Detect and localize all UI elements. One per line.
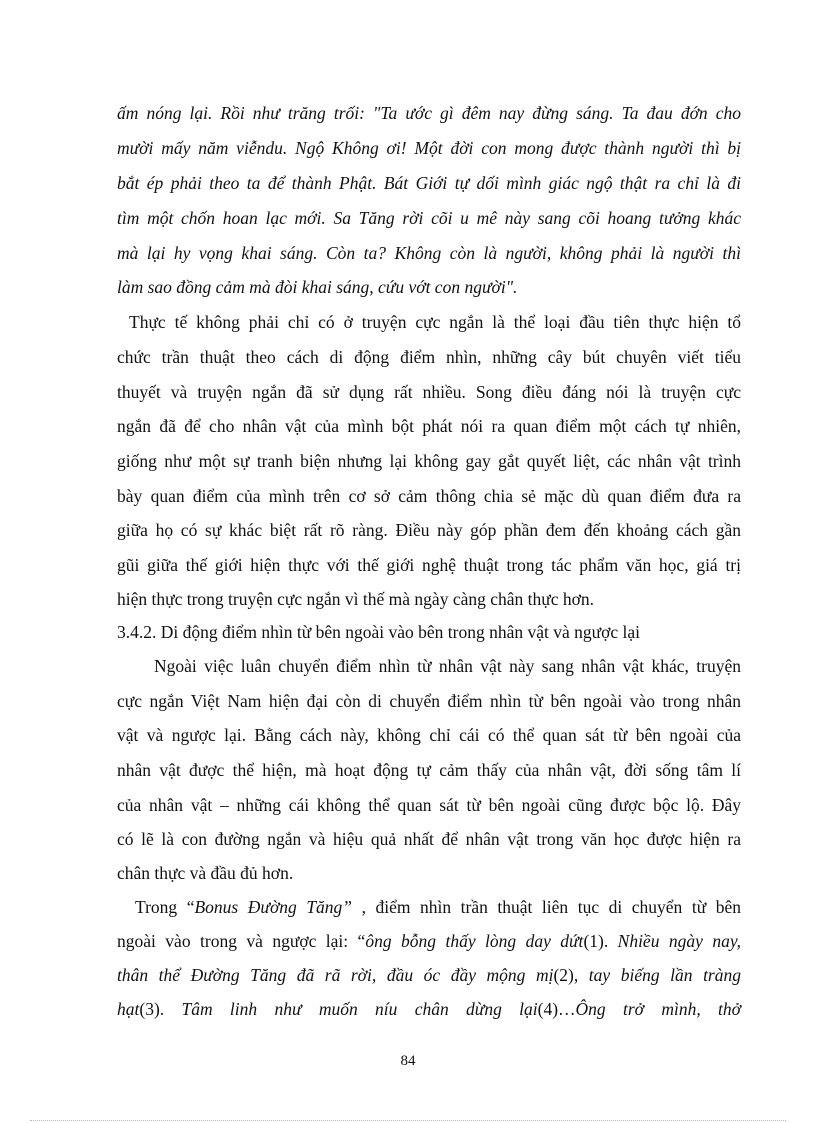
paragraph2-line-4: nhân vật được thể hiện, mà hoạt động tự cảm thấy của nhân vật, đời sống tâm lí (117, 760, 741, 780)
p3-l2-italic-2: Nhiều ngày nay, (608, 931, 742, 951)
quote-line-4: tìm một chốn hoan lạc mới. Sa Tăng rời cõi u mê này sang cõi hoang tưởng khác (117, 208, 741, 228)
paragraph1-line-7: giữa họ có sự khác biệt rất rõ ràng. Điều này góp phần đem đến khoảng cách gần (117, 520, 741, 540)
paragraph2-line-2: cực ngắn Việt Nam hiện đại còn di chuyển điểm nhìn từ bên ngoài vào trong nhân (117, 691, 741, 711)
p3-l1-pre: Trong “ (135, 897, 195, 917)
quote-line-3: bắt ép phải theo ta để thành Phật. Bát Giới tự dối mình giác ngộ thật ra chỉ là đi (117, 173, 741, 193)
paragraph3-line-1 (135, 895, 741, 919)
paragraph1-line-8: gũi giữa thế giới hiện thực với thế giới nghệ thuật trong tác phẩm văn học, giá trị (117, 555, 741, 575)
paragraph2-line-7: chân thực và đầu đủ hơn. (117, 863, 294, 883)
p3-l3-number: (2), (553, 965, 579, 985)
p3-l4-italic: hạt (117, 999, 140, 1019)
paragraph1-line-9: hiện thực trong truyện cực ngắn vì thế mà ngày càng chân thực hơn. (117, 589, 595, 609)
p3-l4-italic-2: Tâm linh như muốn níu chân dừng lại (164, 999, 538, 1019)
p3-l4-number: (3). (139, 999, 165, 1019)
paragraph1-line-1: Thực tế không phải chỉ có ở truyện cực ngắn là thể loại đầu tiên thực hiện tổ (129, 312, 741, 332)
bottom-divider (30, 1120, 786, 1121)
quote-line-6: làm sao đồng cảm mà đòi khai sáng, cứu vớt con người". (117, 277, 518, 297)
p3-l2-number: (1). (583, 931, 609, 951)
p3-l1-post: , điểm nhìn trần thuật liên tục di chuyển từ bên (352, 897, 741, 917)
p3-l4-italic-3: Ông trở mình, thở (575, 999, 741, 1019)
p3-l1-title: Bonus Đường Tăng” (194, 897, 353, 917)
p3-l4-number-2: (4)… (537, 999, 576, 1019)
paragraph3-line-4 (117, 997, 741, 1021)
paragraph1-line-6: bày quan điểm của mình trên cơ sở cảm thông chia sẻ mặc dù quan điểm đưa ra (117, 486, 741, 506)
p3-l2-pre: ngoài vào trong và ngược lại: “ (117, 931, 366, 951)
paragraph3-line-3 (117, 963, 741, 987)
paragraph2-line-6: có lẽ là con đường ngắn và hiệu quả nhất để nhân vật trong văn học được hiện ra (117, 829, 741, 849)
paragraph1-line-3: thuyết và truyện ngắn đã sử dụng rất nhiều. Song điều đáng nói là truyện cực (117, 382, 741, 402)
p3-l2-italic: ông bỗng thấy lòng day dứt (365, 931, 584, 951)
paragraph2-line-5: của nhân vật – những cái không thể quan sát từ bên ngoài cũng được bộc lộ. Đây (117, 795, 741, 815)
paragraph1-line-5: giống như một sự tranh biện nhưng lại không gay gắt quyết liệt, các nhân vật trình (117, 451, 741, 471)
paragraph1-line-2: chức trần thuật theo cách di động điểm nhìn, những cây bút chuyên viết tiểu (117, 347, 741, 367)
section-heading: 3.4.2. Di động điểm nhìn từ bên ngoài vào bên trong nhân vật và ngược lại (117, 622, 640, 642)
p3-l3-italic-2: tay biếng lần tràng (578, 965, 741, 985)
quote-line-1: ấm nóng lại. Rồi như trăng trối: "Ta ước gì đêm nay đừng sáng. Ta đau đớn cho (117, 103, 741, 123)
page-number: 84 (400, 1053, 416, 1069)
quote-line-2: mười mấy năm viễndu. Ngộ Không ơi! Một đời con mong được thành người thì bị (117, 138, 741, 158)
p3-l3-italic: thân thể Đường Tăng đã rã rời, đầu óc đầy mộng mị (117, 965, 554, 985)
quote-line-5: mà lại hy vọng khai sáng. Còn ta? Không còn là người, không phải là người thì (117, 243, 741, 263)
paragraph2-line-1: Ngoài việc luân chuyển điểm nhìn từ nhân vật này sang nhân vật khác, truyện (154, 656, 741, 676)
paragraph2-line-3: vật và ngược lại. Bằng cách này, không chỉ cái có thể quan sát từ bên ngoài của (117, 725, 741, 745)
paragraph1-line-4: ngắn đã để cho nhân vật của mình bột phát nói ra quan điểm một cách tự nhiên, (117, 416, 741, 436)
paragraph3-line-2 (117, 929, 741, 953)
